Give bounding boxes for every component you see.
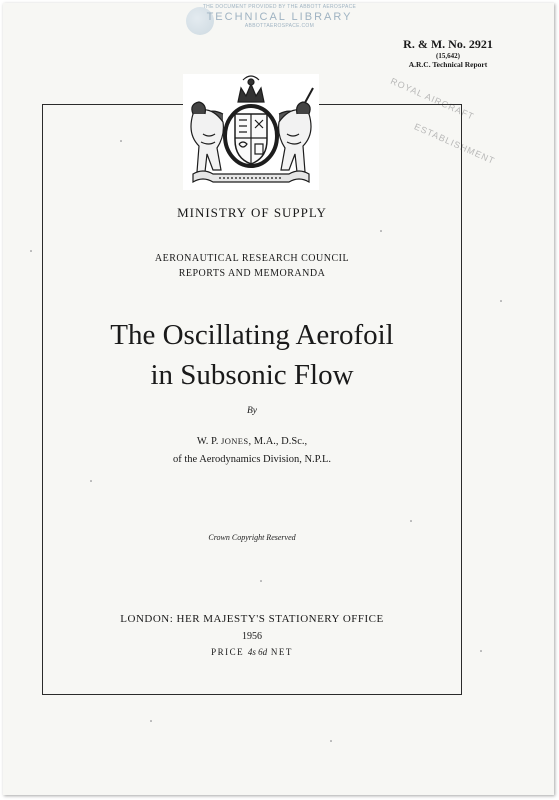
byline: By — [246, 406, 258, 416]
price-amount: 4s 6d — [247, 647, 268, 657]
title-line-1: The Oscillating Aerofoil — [110, 319, 394, 351]
author-degrees: , M.A., D.Sc., — [248, 436, 308, 447]
publisher-line: LONDON: HER MAJESTY'S STATIONERY OFFICE — [120, 613, 384, 625]
watermark-banner — [0, 4, 559, 29]
stamp-line-1: ROYAL AIRCRAFT — [389, 75, 476, 122]
price-line — [42, 647, 462, 657]
watermark-url: ABBOTTAEROSPACE.COM — [244, 23, 315, 29]
copyright-notice: Crown Copyright Reserved — [208, 533, 296, 542]
ministry-heading: MINISTRY OF SUPPLY — [177, 205, 327, 220]
council-line-1: AERONAUTICAL RESEARCH COUNCIL — [154, 253, 350, 264]
title-line-2: in Subsonic Flow — [150, 359, 354, 391]
report-identifier — [383, 37, 513, 69]
cover-frame — [42, 104, 462, 695]
publication-year: 1956 — [242, 631, 262, 642]
report-series: A.R.C. Technical Report — [408, 60, 488, 69]
document-title — [42, 315, 462, 395]
report-number: R. & M. No. 2921 — [403, 37, 493, 51]
royal-crest-icon — [183, 74, 319, 190]
author-affiliation: of the Aerodynamics Division, N.P.L. — [172, 454, 332, 465]
council-line-2: REPORTS AND MEMORANDA — [178, 268, 326, 279]
author-block — [42, 432, 462, 469]
council-heading — [42, 251, 462, 281]
report-serial: (15,642) — [436, 52, 460, 60]
author-name — [42, 432, 462, 451]
price-prefix: PRICE — [211, 647, 245, 657]
author-surname: JONES — [220, 436, 249, 446]
watermark-top-line: THE DOCUMENT PROVIDED BY THE ABBOTT AEROSPACE — [202, 4, 357, 10]
stamp-line-2: ESTABLISHMENT — [412, 121, 497, 167]
price-suffix: NET — [270, 647, 293, 657]
watermark-title: TECHNICAL LIBRARY — [206, 11, 353, 23]
author-initials: W. P. — [196, 436, 221, 447]
